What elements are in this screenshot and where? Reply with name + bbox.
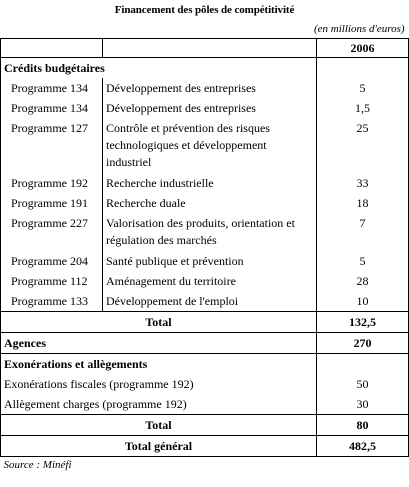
program-code: Programme 227	[1, 213, 103, 251]
exo-total-label: Total	[1, 415, 317, 436]
credits-total-value: 132,5	[317, 312, 409, 333]
section-exonerations: Exonérations et allègements	[1, 354, 317, 375]
program-value: 33	[317, 173, 409, 193]
units-note: (en millions d'euros)	[313, 22, 405, 35]
header-blank-2	[103, 39, 317, 58]
program-label: Aménagement du territoire	[103, 271, 317, 291]
program-label: Développement des entreprises	[103, 78, 317, 98]
program-value: 5	[317, 251, 409, 271]
table-title: Financement des pôles de compétitivité	[114, 3, 295, 16]
section-exonerations-value	[317, 354, 409, 375]
program-code: Programme 191	[1, 193, 103, 213]
exo-total-value: 80	[317, 415, 409, 436]
program-value: 25	[317, 118, 409, 173]
program-value: 7	[317, 213, 409, 251]
exoneration-label: Exonérations fiscales (programme 192)	[1, 374, 317, 394]
section-credits: Crédits budgétaires	[1, 58, 317, 79]
program-label: Recherche industrielle	[103, 173, 317, 193]
program-code: Programme 134	[1, 78, 103, 98]
grand-total-label: Total général	[1, 436, 317, 457]
program-value: 28	[317, 271, 409, 291]
program-code: Programme 134	[1, 98, 103, 118]
program-value: 18	[317, 193, 409, 213]
year-header: 2006	[317, 39, 409, 58]
program-code: Programme 192	[1, 173, 103, 193]
exoneration-value: 30	[317, 394, 409, 415]
exoneration-label: Allègement charges (programme 192)	[1, 394, 317, 415]
exoneration-value: 50	[317, 374, 409, 394]
source-note: Source : Minéfi	[3, 459, 72, 471]
section-credits-value	[317, 58, 409, 79]
agences-value: 270	[317, 333, 409, 354]
program-label: Valorisation des produits, orientation et régulation des marchés	[103, 213, 317, 251]
program-value: 1,5	[317, 98, 409, 118]
grand-total-value: 482,5	[317, 436, 409, 457]
program-label: Contrôle et prévention des risques technologiques et développement industriel	[103, 118, 317, 173]
program-value: 10	[317, 291, 409, 312]
header-blank-1	[1, 39, 103, 58]
program-code: Programme 133	[1, 291, 103, 312]
program-code: Programme 127	[1, 118, 103, 173]
program-code: Programme 112	[1, 271, 103, 291]
program-label: Santé publique et prévention	[103, 251, 317, 271]
section-agences: Agences	[1, 333, 317, 354]
credits-total-label: Total	[1, 312, 317, 333]
program-value: 5	[317, 78, 409, 98]
program-label: Développement de l'emploi	[103, 291, 317, 312]
program-label: Recherche duale	[103, 193, 317, 213]
program-label: Développement des entreprises	[103, 98, 317, 118]
program-code: Programme 204	[1, 251, 103, 271]
